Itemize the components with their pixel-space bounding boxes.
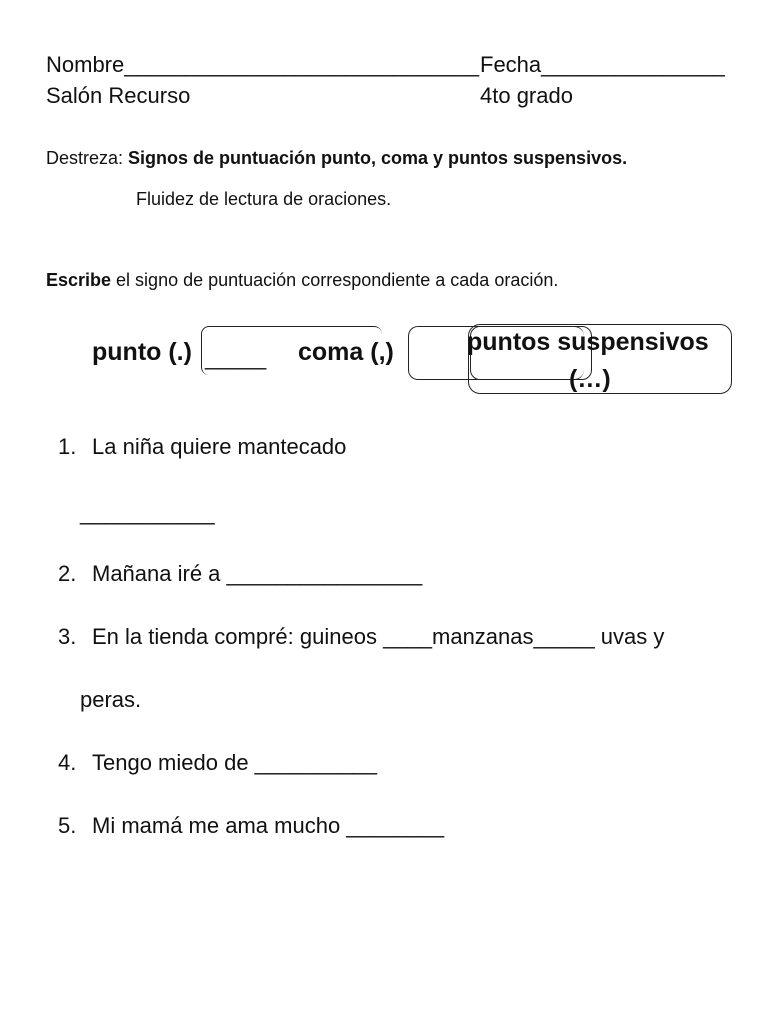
list-item	[58, 624, 664, 650]
destreza-value: Signos de puntuación punto, coma y puntos suspensivos.	[128, 148, 628, 168]
list-item	[58, 434, 346, 460]
punto-blank: _____	[205, 345, 267, 370]
destreza-label: Destreza:	[46, 148, 124, 168]
fecha-field: Fecha_______________	[480, 52, 725, 77]
instruction-text: el signo de puntuación correspondiente a cada oración.	[111, 270, 559, 290]
answer-blank: ___________	[80, 500, 215, 525]
instruction-verb: Escribe	[46, 270, 112, 290]
item-number: 2.	[58, 561, 77, 586]
nombre-field: Nombre_____________________________	[46, 52, 480, 77]
list-item	[58, 813, 444, 839]
item-text: Mi mamá me ama mucho ________	[92, 813, 445, 838]
item-text: La niña quiere mantecado	[92, 434, 347, 459]
item-number: 4.	[58, 750, 77, 775]
item-number: 1.	[58, 434, 77, 459]
grado-label: 4to grado	[480, 83, 573, 108]
list-item	[58, 750, 377, 776]
fluidez-line: Fluidez de lectura de oraciones.	[136, 189, 392, 209]
item-text: Mañana iré a ________________	[92, 561, 423, 586]
item-text: En la tienda compré: guineos ____manzanas_____ uvas y	[92, 624, 665, 649]
item-text: Tengo miedo de __________	[92, 750, 378, 775]
option-suspensivos-symbol: (…)	[569, 365, 611, 393]
instruction	[46, 270, 558, 291]
list-item	[58, 561, 422, 587]
destreza-line	[46, 148, 627, 169]
salon-label: Salón Recurso	[46, 83, 191, 108]
option-suspensivos: puntos suspensivos	[467, 328, 709, 356]
item-number: 5.	[58, 813, 77, 838]
option-coma: coma (,)	[298, 338, 394, 366]
item-number: 3.	[58, 624, 77, 649]
option-punto: punto (.)	[92, 338, 192, 366]
item-continuation: peras.	[80, 687, 142, 712]
